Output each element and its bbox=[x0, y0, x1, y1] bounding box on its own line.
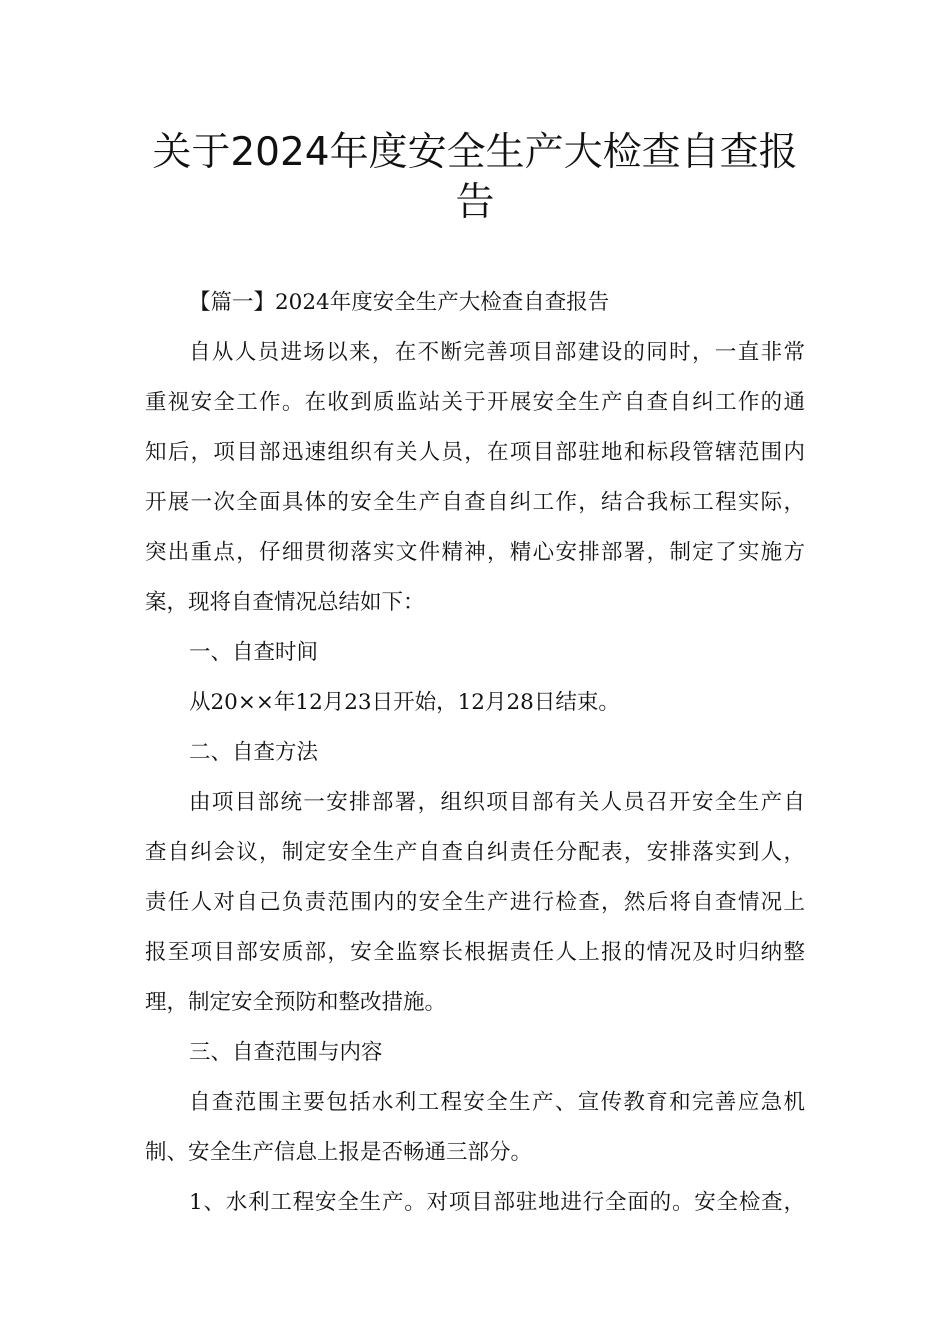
body-line: 知后，项目部迅速组织有关人员，在项目部驻地和标段管辖范围内 bbox=[145, 440, 805, 465]
body-line: 突出重点，仔细贯彻落实文件精神，精心安排部署，制定了实施方 bbox=[145, 540, 805, 565]
body-line: 1、水利工程安全生产。对项目部驻地进行全面的。安全检查， bbox=[189, 1190, 805, 1215]
body-line: 理，制定安全预防和整改措施。 bbox=[145, 990, 447, 1015]
document-title bbox=[150, 128, 800, 228]
body-line: 案，现将自查情况总结如下： bbox=[145, 590, 425, 615]
document-body bbox=[145, 278, 805, 1228]
body-line: 二、自查方法 bbox=[189, 740, 319, 765]
body-line: 三、自查范围与内容 bbox=[189, 1040, 383, 1065]
body-line: 自从人员进场以来，在不断完善项目部建设的同时，一直非常 bbox=[189, 340, 805, 365]
body-line: 报至项目部安质部，安全监察长根据责任人上报的情况及时归纳整 bbox=[145, 940, 805, 965]
title-line-1: 关于2024年度安全生产大检查自查报 bbox=[152, 130, 798, 175]
body-line: 查自纠会议，制定安全生产自查自纠责任分配表，安排落实到人， bbox=[145, 840, 805, 865]
body-line: 从20××年12月23日开始，12月28日结束。 bbox=[189, 690, 620, 715]
body-line: 开展一次全面具体的安全生产自查自纠工作，结合我标工程实际， bbox=[145, 490, 805, 515]
body-line: 由项目部统一安排部署，组织项目部有关人员召开安全生产自 bbox=[189, 790, 805, 815]
body-line: 重视安全工作。在收到质监站关于开展安全生产自查自纠工作的通 bbox=[145, 390, 805, 415]
body-line: 制、安全生产信息上报是否畅通三部分。 bbox=[145, 1140, 533, 1165]
body-line: 【篇一】2024年度安全生产大检查自查报告 bbox=[189, 290, 610, 315]
body-line: 自查范围主要包括水利工程安全生产、宣传教育和完善应急机 bbox=[189, 1090, 805, 1115]
body-line: 一、自查时间 bbox=[189, 640, 319, 665]
title-line-2: 告 bbox=[455, 180, 495, 225]
body-line: 责任人对自己负责范围内的安全生产进行检查，然后将自查情况上 bbox=[145, 890, 805, 915]
